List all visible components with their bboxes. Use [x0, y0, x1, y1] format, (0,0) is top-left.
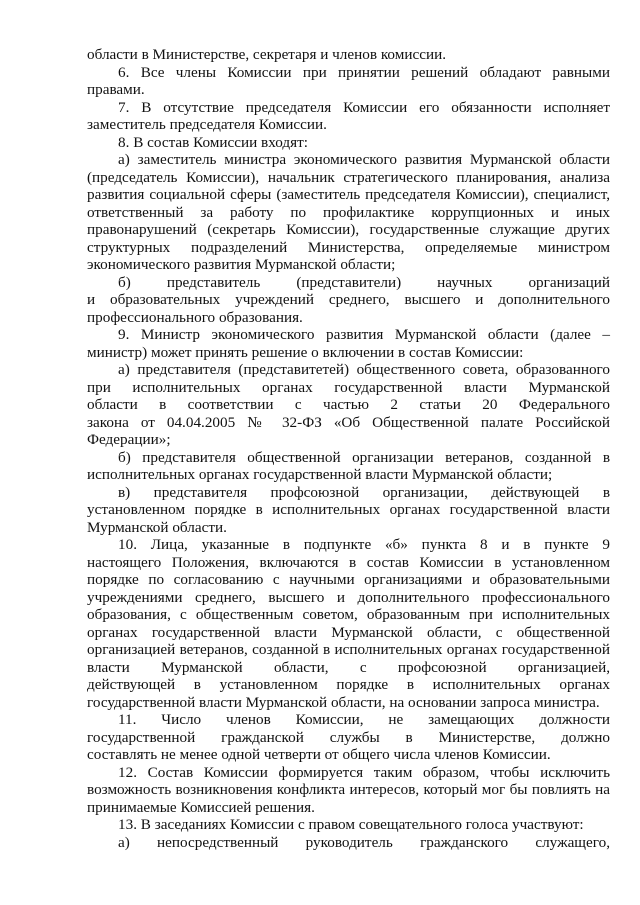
- text-line: а) представителя (представитетей) общественного совета, образованного: [118, 361, 610, 378]
- text-line: 8. В состав Комиссии входят:: [118, 133, 308, 151]
- text-line: развития социальной сферы (заместитель председателя Комиссии), специалист,: [87, 186, 610, 203]
- text-line: области в соответствии с частью 2 статьи 20 Федерального: [87, 396, 610, 413]
- text-line: возможность возникновения конфликта интересов, который мог бы повлиять на: [87, 781, 610, 798]
- text-line: ответственный за работу по профилактике коррупционных и иных: [87, 203, 610, 221]
- text-line: государственной гражданской службы в Министерстве, должно: [87, 728, 610, 746]
- text-line: 6. Все члены Комиссии при принятии решений обладают равными: [118, 63, 610, 81]
- text-line: установленном порядке в исполнительных органах государственной власти: [87, 501, 610, 518]
- text-line: а) непосредственный руководитель гражданского служащего,: [118, 833, 610, 851]
- text-line: 12. Состав Комиссии формируется таким образом, чтобы исключить: [118, 763, 610, 781]
- text-line: принимаемые Комиссией решения.: [87, 798, 315, 816]
- text-line: б) представитель (представители) научных организаций: [118, 273, 610, 291]
- text-line: власти Мурманской области, с профсоюзной организацией,: [87, 658, 610, 676]
- text-line: составлять не менее одной четверти от общего числа членов Комиссии.: [87, 746, 551, 763]
- text-line: министр) может принять решение о включении в состав Комиссии:: [87, 343, 524, 361]
- text-line: (председатель Комиссии), начальник стратегического планирования, анализа: [87, 168, 610, 186]
- text-line: Федерации»;: [87, 431, 171, 448]
- text-line: экономического развития Мурманской области;: [87, 256, 396, 273]
- text-line: и образовательных учреждений среднего, высшего и дополнительного: [87, 291, 610, 308]
- text-line: 10. Лица, указанные в подпункте «б» пункта 8 и в пункте 9: [118, 536, 610, 553]
- text-line: образования, с общественным советом, образованным при исполнительных: [87, 606, 610, 623]
- text-line: а) заместитель министра экономического развития Мурманской области: [118, 151, 610, 168]
- text-line: правонарушений (секретарь Комиссии), государственные служащие других: [87, 221, 610, 238]
- text-line: профессионального образования.: [87, 308, 303, 326]
- text-line: 11. Число членов Комиссии, не замещающих должности: [118, 711, 610, 728]
- text-line: государственной власти Мурманской области, на основании запроса министра.: [87, 693, 600, 711]
- text-line: настоящего Положения, включаются в состав Комиссии в установленном: [87, 553, 610, 571]
- text-line: организацией ветеранов, созданной в исполнительных органах государственной: [87, 641, 610, 658]
- text-line: правами.: [87, 81, 145, 98]
- document-body: [87, 46, 610, 851]
- text-line: исполнительных органах государственной власти Мурманской области;: [87, 466, 553, 483]
- text-line: 9. Министр экономического развития Мурманской области (далее –: [118, 326, 610, 343]
- text-line: 7. В отсутствие председателя Комиссии его обязанности исполняет: [118, 98, 610, 116]
- text-line: учреждениями среднего, высшего и дополнительного профессионального: [87, 588, 610, 606]
- text-line: заместитель председателя Комиссии.: [87, 116, 327, 133]
- text-line: Мурманской области.: [87, 518, 227, 536]
- text-line: порядке по согласованию с научными организациями и образовательными: [87, 571, 610, 588]
- text-line: в) представителя профсоюзной организации, действующей в: [118, 483, 610, 501]
- text-line: области в Министерстве, секретаря и членов комиссии.: [87, 46, 447, 63]
- text-line: действующей в установленном порядке в исполнительных органах: [87, 676, 610, 693]
- text-line: 13. В заседаниях Комиссии с правом совещательного голоса участвуют:: [118, 816, 584, 833]
- text-line: структурных подразделений Министерства, определяемые министром: [87, 238, 610, 256]
- text-line: закона от 04.04.2005 № 32-ФЗ «Об Общественной палате Российской: [87, 413, 610, 431]
- text-line: б) представителя общественной организации ветеранов, созданной в: [118, 448, 610, 466]
- text-line: при исполнительных органах государственной власти Мурманской: [87, 378, 610, 396]
- text-line: органах государственной власти Мурманской области, с общественной: [87, 623, 610, 641]
